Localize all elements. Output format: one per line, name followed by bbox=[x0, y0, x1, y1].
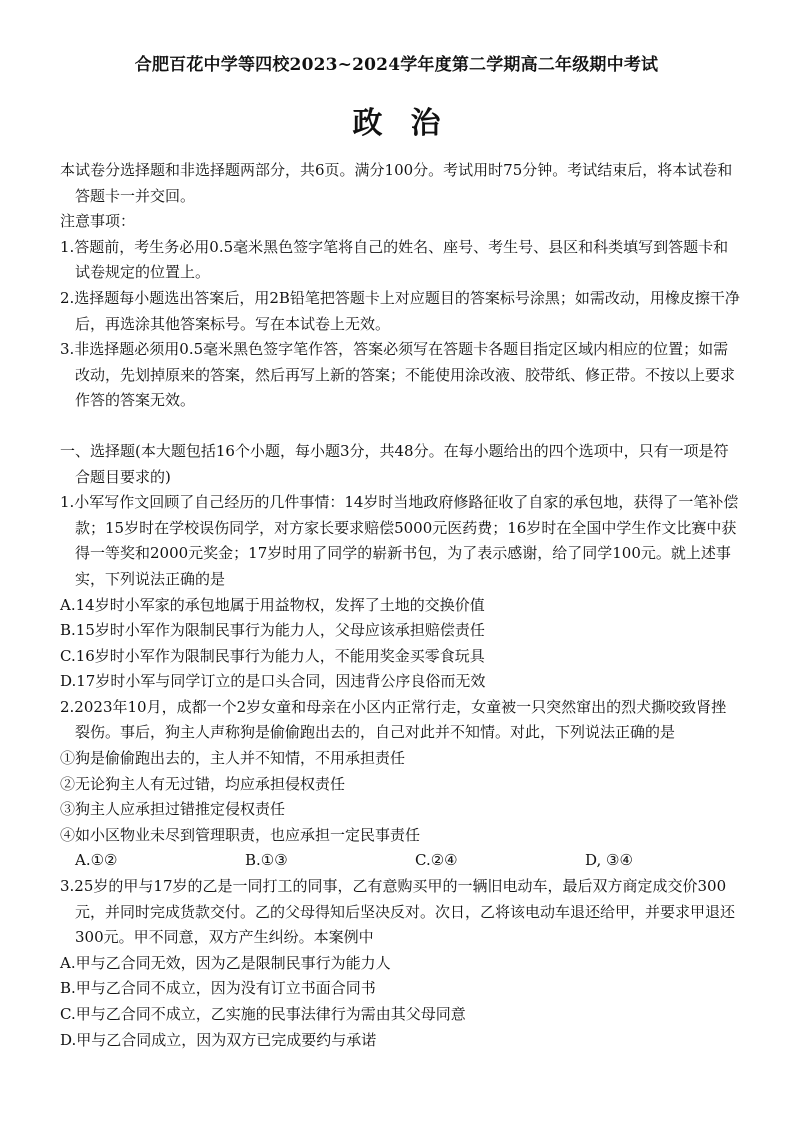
question-1-stem: 1.小军写作文回顾了自己经历的几件事情：14岁时当地政府修路征收了自家的承包地，获得了一笔补偿款；15岁时在学校误伤同学，对方家长要求赔偿5000元医药费；16岁时在全国中学生作文比赛中获得一等奖和2000元奖金；17岁时用了同学的崭新书包，为了表示感谢，给了同学100元。就上述事实，下列说法正确的是 bbox=[60, 493, 739, 588]
section-heading: 一、选择题(本大题包括16个小题，每小题3分，共48分。在每小题给出的四个选项中，只有一项是符合题目要求的) bbox=[60, 441, 729, 486]
question-3-option-a: A.甲与乙合同无效，因为乙是限制民事行为能力人 bbox=[60, 953, 391, 972]
question-2-statement-4: ④如小区物业未尽到管理职责，也应承担一定民事责任 bbox=[60, 825, 421, 844]
question-2-options bbox=[60, 848, 740, 874]
question-1-option-b: B.15岁时小军作为限制民事行为能力人，父母应该承担赔偿责任 bbox=[60, 621, 485, 640]
question-2-statement-1: ①狗是偷偷跑出去的，主人并不知情，不用承担责任 bbox=[60, 749, 406, 768]
question-2-option-b: B.①③ bbox=[245, 851, 288, 870]
question-1-option-a: A.14岁时小军家的承包地属于用益物权，发挥了土地的交换价值 bbox=[60, 595, 485, 614]
question-3-stem: 3.25岁的甲与17岁的乙是一同打工的同事，乙有意购买甲的一辆旧电动车，最后双方商定成交价300元，并同时完成货款交付。乙的父母得知后坚决反对。次日，乙将该电动车退还给甲，并要求甲退还300元。甲不同意，双方产生纠纷。本案例中 bbox=[60, 877, 736, 947]
exam-title: 合肥百花中学等四校2023~2024学年度第二学期高二年级期中考试 bbox=[134, 55, 659, 75]
subject-title: 政治 bbox=[352, 106, 469, 141]
question-2-option-a: A.①② bbox=[75, 851, 118, 870]
spacer bbox=[60, 414, 740, 439]
notice-item-2: 2.选择题每小题选出答案后，用2B铅笔把答题卡上对应题目的答案标号涂黑；如需改动，用橡皮擦干净后，再选涂其他答案标号。写在本试卷上无效。 bbox=[60, 288, 740, 333]
notice-item-1: 1.答题前，考生务必用0.5毫米黑色签字笔将自己的姓名、座号、考生号、县区和科类填写到答题卡和试卷规定的位置上。 bbox=[60, 237, 729, 282]
question-2-statement-3: ③狗主人应承担过错推定侵权责任 bbox=[60, 800, 286, 819]
question-3-option-c: C.甲与乙合同不成立，乙实施的民事法律行为需由其父母同意 bbox=[60, 1005, 466, 1023]
question-3-option-d: D.甲与乙合同成立，因为双方已完成要约与承诺 bbox=[60, 1030, 377, 1049]
question-2-statement-2: ②无论狗主人有无过错，均应承担侵权责任 bbox=[60, 774, 346, 793]
question-2-option-d: D, ③④ bbox=[585, 851, 633, 870]
question-1-option-d: D.17岁时小军与同学订立的是口头合同，因违背公序良俗而无效 bbox=[60, 672, 486, 691]
exam-body bbox=[60, 158, 740, 1053]
question-2-option-c: C.②④ bbox=[415, 851, 458, 870]
question-2-stem: 2.2023年10月，成都一个2岁女童和母亲在小区内正常行走，女童被一只突然窜出的烈犬撕咬致肾挫裂伤。事后，狗主人声称狗是偷偷跑出去的，自己对此并不知情。对此，下列说法正确的是 bbox=[60, 697, 727, 742]
intro-paragraph: 本试卷分选择题和非选择题两部分，共6页。满分100分。考试用时75分钟。考试结束后，将本试卷和答题卡一并交回。 bbox=[60, 161, 733, 205]
notice-item-3: 3.非选择题必须用0.5毫米黑色签字笔作答，答案必须写在答题卡各题目指定区域内相应的位置；如需改动，先划掉原来的答案，然后再写上新的答案；不能使用涂改液、胶带纸、修正带。不按以上要求作答的答案无效。 bbox=[60, 340, 736, 410]
question-1-option-c: C.16岁时小军作为限制民事行为能力人，不能用奖金买零食玩具 bbox=[60, 646, 485, 665]
notice-heading: 注意事项： bbox=[60, 212, 136, 231]
question-3-option-b: B.甲与乙合同不成立，因为没有订立书面合同书 bbox=[60, 979, 376, 998]
